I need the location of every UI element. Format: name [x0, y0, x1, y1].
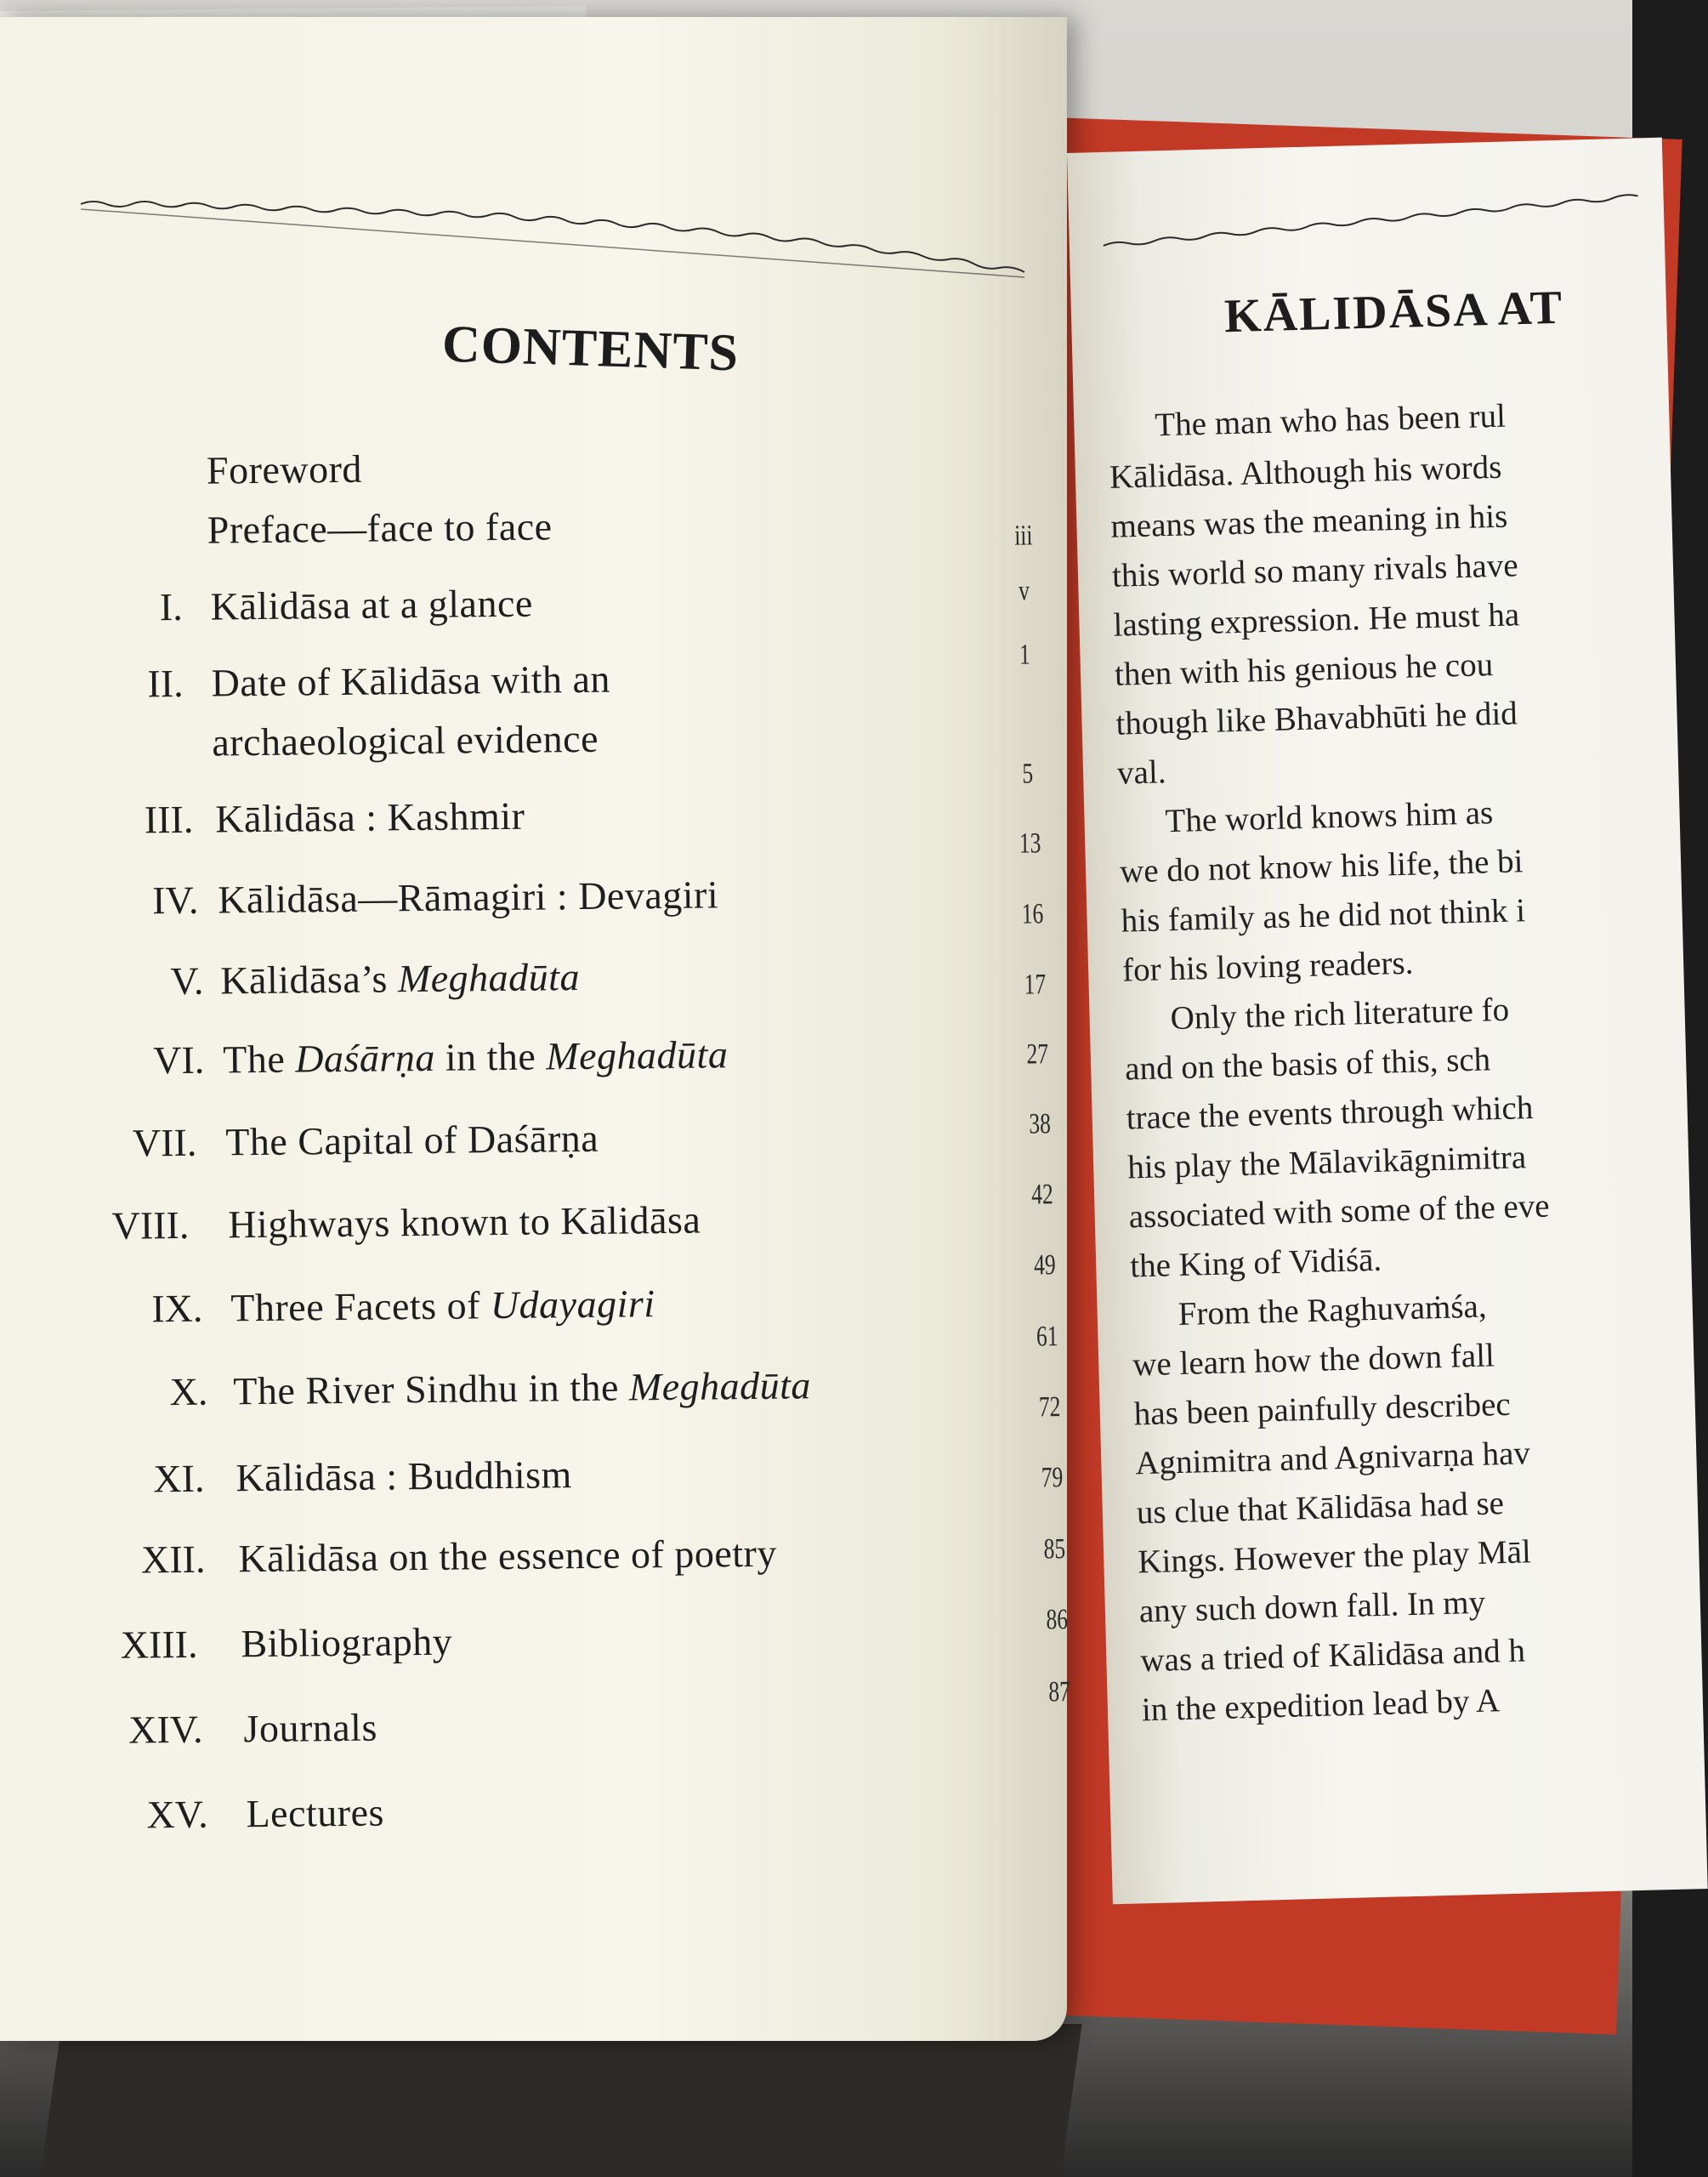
toc-title: Foreword — [206, 446, 363, 492]
toc-title — [230, 1281, 655, 1330]
toc-title — [223, 1032, 729, 1082]
toc-number: III. — [144, 797, 194, 842]
toc-number: XII. — [140, 1537, 206, 1582]
toc-title: Kālidāsa : Buddhism — [235, 1452, 573, 1500]
toc-title: Kālidāsa at a glance — [210, 581, 534, 628]
toc-title-italic: Meghadūta — [628, 1363, 812, 1409]
chapter-page — [1067, 138, 1708, 1905]
body-line: trace the events through which — [1126, 1089, 1534, 1137]
toc-title: Kālidāsa—Rāmagiri : Devagiri — [218, 873, 719, 922]
book-spine-shadow — [40, 2024, 1081, 2177]
toc-title-italic: Meghadūta — [546, 1032, 729, 1078]
chapter-title: KĀLIDĀSA AT — [1223, 281, 1564, 344]
toc-number: II. — [147, 661, 184, 706]
body-line: val. — [1116, 753, 1167, 792]
body-line: means was the meaning in his — [1109, 497, 1508, 545]
toc-title-text: in the — [434, 1034, 547, 1079]
top-ornament-line — [1068, 172, 1665, 264]
body-line: associated with some of the eve — [1128, 1187, 1551, 1236]
toc-page: 13 — [1019, 827, 1041, 860]
body-line: and on the basis of this, sch — [1124, 1041, 1491, 1088]
toc-page: 16 — [1021, 898, 1044, 930]
table-of-contents — [0, 9, 1077, 2044]
body-line: was a tried of Kālidāsa and h — [1139, 1632, 1526, 1680]
body-line: From the Raghuvaṁśa, — [1177, 1287, 1488, 1333]
body-line: lasting expression. He must ha — [1112, 596, 1520, 644]
body-line: though like Bhavabhūti he did — [1115, 695, 1518, 742]
toc-number: IX. — [151, 1286, 203, 1331]
toc-number: XI. — [153, 1456, 205, 1501]
toc-title: Bibliography — [241, 1619, 453, 1666]
toc-number: IV. — [151, 878, 199, 923]
body-line: in the expedition lead by A — [1141, 1682, 1501, 1729]
toc-page: 42 — [1031, 1179, 1053, 1211]
body-line: the King of Vidiśā. — [1129, 1241, 1382, 1285]
toc-title: Highways known to Kālidāsa — [228, 1197, 701, 1247]
toc-page: 17 — [1024, 969, 1047, 1001]
body-line: The world knows him as — [1165, 794, 1494, 840]
toc-number: VIII. — [111, 1202, 190, 1248]
body-line: has been painfully describec — [1133, 1385, 1512, 1433]
toc-title-text: The — [222, 1037, 296, 1082]
toc-page: 86 — [1046, 1604, 1069, 1636]
toc-number: XIV. — [128, 1707, 203, 1752]
toc-page: iii — [1014, 520, 1033, 552]
toc-number: V. — [170, 958, 204, 1003]
contents-page — [0, 17, 1071, 2041]
toc-page: 61 — [1036, 1321, 1058, 1353]
body-line: Only the rich literature fo — [1170, 991, 1510, 1037]
toc-page: 27 — [1026, 1038, 1049, 1071]
toc-title-continued: archaeological evidence — [212, 716, 599, 765]
toc-page: 1 — [1019, 639, 1030, 671]
toc-title: Kālidāsa : Kashmir — [215, 793, 525, 841]
toc-title-italic: Meghadūta — [397, 955, 581, 1001]
toc-title: Preface—face to face — [207, 504, 553, 552]
body-line: Agnimitra and Agnivarṇa hav — [1134, 1435, 1531, 1482]
body-line: this world so many rivals have — [1111, 547, 1519, 594]
toc-title-italic: Udayagiri — [490, 1282, 655, 1327]
toc-title: Journals — [243, 1705, 378, 1751]
toc-title-text: Three Facets of — [230, 1283, 491, 1330]
toc-number: XV. — [146, 1792, 208, 1837]
body-line: then with his genious he cou — [1114, 646, 1494, 693]
body-line: Kālidāsa. Although his words — [1109, 448, 1502, 496]
toc-page: 5 — [1022, 758, 1034, 790]
toc-title: The Capital of Daśārṇa — [225, 1116, 599, 1164]
toc-page: 72 — [1038, 1391, 1061, 1424]
toc-title: Kālidāsa on the essence of poetry — [238, 1531, 778, 1581]
toc-title-text: Kālidāsa’s — [220, 957, 399, 1003]
toc-title — [220, 954, 580, 1003]
toc-title — [233, 1362, 811, 1413]
body-line: Kings. However the play Māl — [1137, 1533, 1532, 1581]
body-line: we learn how the down fall — [1132, 1337, 1495, 1384]
toc-number: XIII. — [120, 1622, 198, 1667]
toc-title: Date of Kālidāsa with an — [211, 657, 611, 705]
toc-number: VI. — [152, 1037, 205, 1083]
body-line: for his loving readers. — [1121, 944, 1414, 989]
toc-page: 38 — [1029, 1108, 1052, 1140]
toc-number: I. — [159, 584, 183, 629]
toc-page: 49 — [1033, 1249, 1056, 1282]
page-title: CONTENTS — [441, 315, 741, 383]
toc-page: v — [1018, 575, 1030, 607]
toc-page: 79 — [1041, 1462, 1064, 1494]
body-line: we do not know his life, the bi — [1119, 843, 1524, 890]
toc-number: X. — [169, 1369, 208, 1414]
toc-page: 85 — [1043, 1533, 1066, 1566]
body-line: his play the Mālavikāgnimitra — [1126, 1139, 1527, 1186]
body-line: his family as he did not think i — [1121, 892, 1526, 940]
toc-title-text: The River Sindhu in the — [233, 1365, 630, 1413]
toc-number: VII. — [132, 1120, 197, 1165]
toc-title: Lectures — [246, 1790, 385, 1836]
toc-title-italic: Daśārṇa — [295, 1035, 436, 1081]
body-line: The man who has been rul — [1154, 397, 1507, 444]
body-line: us clue that Kālidāsa had se — [1136, 1485, 1505, 1532]
toc-page: 87 — [1048, 1676, 1071, 1708]
body-line: any such down fall. In my — [1138, 1583, 1486, 1630]
